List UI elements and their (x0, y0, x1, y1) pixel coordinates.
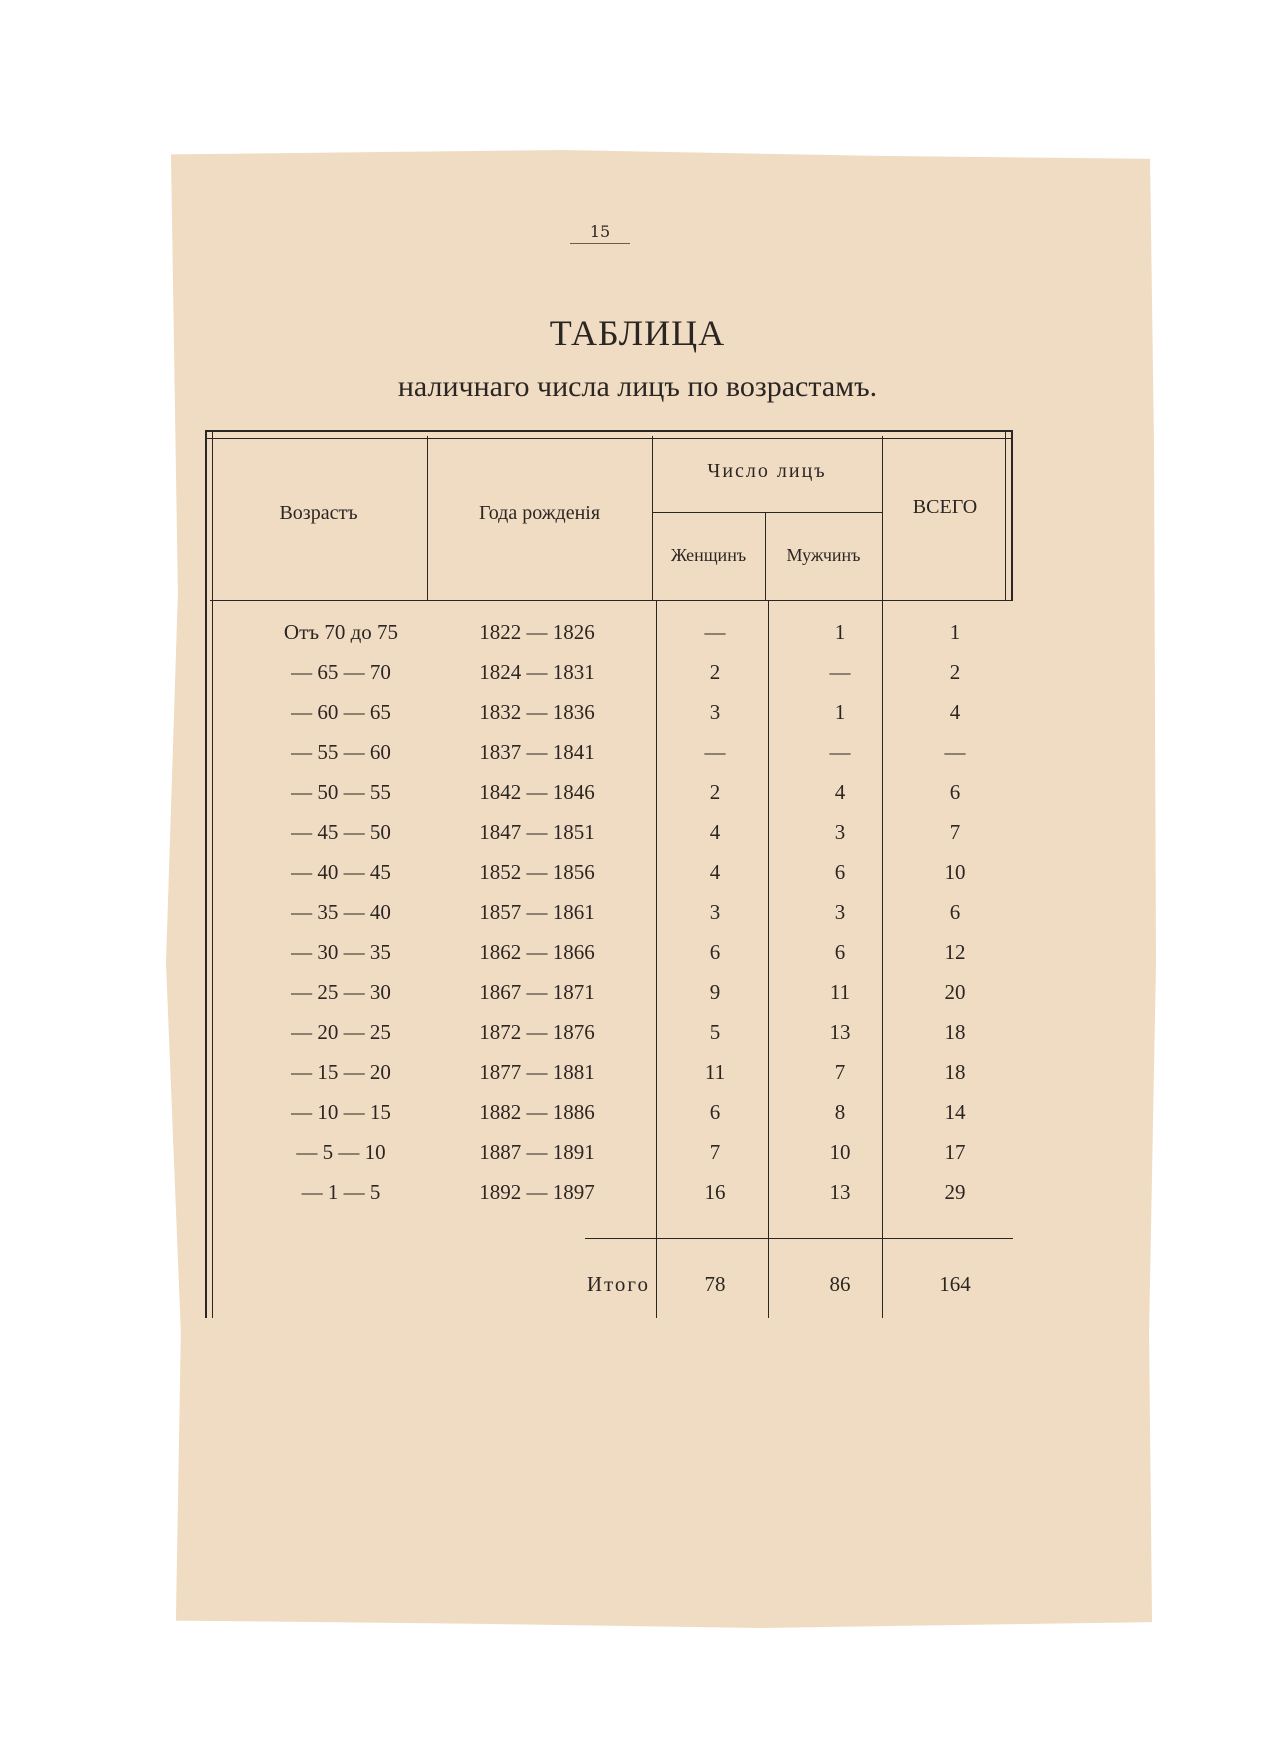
birth-years: 1842 — 1846 (479, 780, 595, 804)
total-count: 17 (944, 1140, 966, 1164)
age-range: — 35 — 40 (291, 900, 391, 924)
women-count: 5 (709, 1020, 721, 1044)
table-row (205, 820, 1013, 860)
table-row (205, 780, 1013, 820)
women-count: 16 (704, 1180, 726, 1204)
men-count: 3 (834, 900, 846, 924)
birth-years: 1837 — 1841 (479, 740, 595, 764)
header-men: Мужчинъ (786, 545, 861, 565)
men-count: 7 (834, 1060, 846, 1084)
total-count: 12 (944, 940, 966, 964)
birth-years: 1887 — 1891 (479, 1140, 595, 1164)
birth-years: 1892 — 1897 (479, 1180, 595, 1204)
page-subtitle: наличнаго числа лицъ по возрастамъ. (397, 370, 878, 403)
table-row (205, 940, 1013, 980)
birth-years: 1852 — 1856 (479, 860, 595, 884)
birth-years: 1882 — 1886 (479, 1100, 595, 1124)
women-count: 7 (709, 1140, 721, 1164)
age-range: — 50 — 55 (291, 780, 391, 804)
age-range: — 15 — 20 (291, 1060, 391, 1084)
total-count: 1 (949, 620, 961, 644)
birth-years: 1847 — 1851 (479, 820, 595, 844)
age-range: — 5 — 10 (296, 1140, 386, 1164)
women-count: 9 (709, 980, 721, 1004)
age-range: Отъ 70 до 75 (283, 620, 399, 644)
age-range: — 1 — 5 (301, 1180, 381, 1204)
birth-years: 1832 — 1836 (479, 700, 595, 724)
page-number: 15 (570, 222, 630, 244)
table-row (205, 700, 1013, 740)
men-count: — (829, 740, 851, 764)
birth-years: 1822 — 1826 (479, 620, 595, 644)
men-count: 11 (829, 980, 851, 1004)
table-row (205, 1140, 1013, 1180)
men-count: 10 (829, 1140, 851, 1164)
birth-years: 1824 — 1831 (479, 660, 595, 684)
women-count: 6 (709, 1100, 721, 1124)
age-range: — 20 — 25 (291, 1020, 391, 1044)
header-women: Женщинъ (670, 545, 747, 565)
women-count: — (704, 740, 726, 764)
age-range: — 55 — 60 (291, 740, 391, 764)
age-table (205, 430, 1013, 1318)
men-count: — (829, 660, 851, 684)
header-bottom-line (210, 600, 1013, 601)
table-row (205, 1180, 1013, 1220)
women-count: 3 (709, 700, 721, 724)
totals-men: 86 (829, 1272, 851, 1296)
totals-women: 78 (704, 1272, 726, 1296)
total-count: — (944, 740, 966, 764)
header-count-underline (652, 512, 882, 513)
women-count: 4 (709, 820, 721, 844)
total-count: 18 (944, 1060, 966, 1084)
women-count: 2 (709, 660, 721, 684)
header-birth-years: Года рожденія (478, 502, 601, 524)
age-range: — 65 — 70 (291, 660, 391, 684)
men-count: 4 (834, 780, 846, 804)
table-row (205, 900, 1013, 940)
table-row (205, 1100, 1013, 1140)
table-row (205, 740, 1013, 780)
men-count: 1 (834, 620, 846, 644)
total-count: 29 (944, 1180, 966, 1204)
header-total: ВСЕГО (912, 496, 978, 518)
header-count: Число лицъ (707, 460, 827, 482)
age-range: — 10 — 15 (291, 1100, 391, 1124)
age-range: — 30 — 35 (291, 940, 391, 964)
total-count: 10 (944, 860, 966, 884)
total-count: 2 (949, 660, 961, 684)
men-count: 3 (834, 820, 846, 844)
women-count: 6 (709, 940, 721, 964)
total-count: 7 (949, 820, 961, 844)
men-count: 6 (834, 940, 846, 964)
header-age: Возрастъ (279, 502, 358, 524)
age-range: — 40 — 45 (291, 860, 391, 884)
men-count: 13 (829, 1180, 851, 1204)
totals-top-line (585, 1238, 1013, 1239)
table-row (205, 620, 1013, 660)
table-row (205, 980, 1013, 1020)
total-count: 14 (944, 1100, 966, 1124)
totals-label: Итого (586, 1272, 650, 1296)
total-count: 6 (949, 780, 961, 804)
birth-years: 1857 — 1861 (479, 900, 595, 924)
women-count: 11 (704, 1060, 726, 1084)
table-row (205, 660, 1013, 700)
men-count: 1 (834, 700, 846, 724)
women-count: 4 (709, 860, 721, 884)
age-range: — 60 — 65 (291, 700, 391, 724)
birth-years: 1872 — 1876 (479, 1020, 595, 1044)
total-count: 6 (949, 900, 961, 924)
men-count: 8 (834, 1100, 846, 1124)
birth-years: 1867 — 1871 (479, 980, 595, 1004)
age-range: — 25 — 30 (291, 980, 391, 1004)
birth-years: 1877 — 1881 (479, 1060, 595, 1084)
women-count: — (704, 620, 726, 644)
totals-row (205, 1272, 1013, 1312)
table-row (205, 860, 1013, 900)
men-count: 13 (829, 1020, 851, 1044)
total-count: 18 (944, 1020, 966, 1044)
table-top-border (205, 430, 1013, 439)
women-count: 3 (709, 900, 721, 924)
page-title: ТАБЛИЦА (549, 313, 726, 353)
birth-years: 1862 — 1866 (479, 940, 595, 964)
age-range: — 45 — 50 (291, 820, 391, 844)
table-row (205, 1020, 1013, 1060)
totals-total: 164 (939, 1272, 971, 1296)
men-count: 6 (834, 860, 846, 884)
women-count: 2 (709, 780, 721, 804)
total-count: 20 (944, 980, 966, 1004)
table-row (205, 1060, 1013, 1100)
total-count: 4 (949, 700, 961, 724)
